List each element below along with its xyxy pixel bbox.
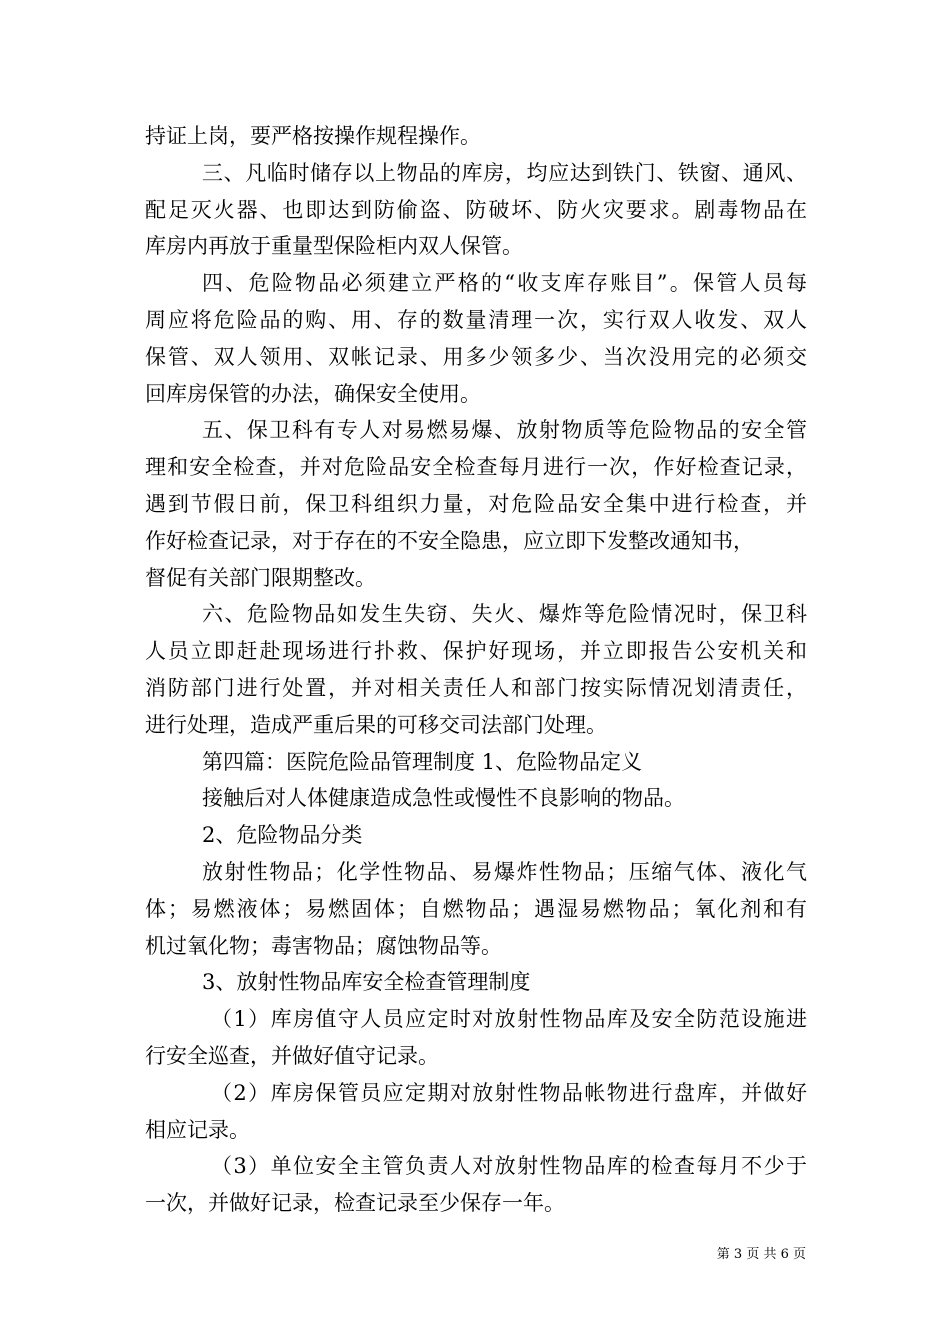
text-line: 保管、双人领用、双帐记录、用多少领多少、当次没用完的必须交 bbox=[145, 344, 807, 369]
text-line: 接触后对人体健康造成急性或慢性不良影响的物品。 bbox=[202, 786, 685, 811]
text-line: （1）库房值守人员应定时对放射性物品库及安全防范设施进 bbox=[211, 1007, 807, 1032]
document-body bbox=[145, 118, 807, 1222]
text-line: 持证上岗，要严格按操作规程操作。 bbox=[145, 124, 481, 148]
text-line: 进行处理，造成严重后果的可移交司法部门处理。 bbox=[145, 712, 607, 737]
text-line: 相应记录。 bbox=[145, 1117, 250, 1142]
text-line: 库房内再放于重量型保险柜内双人保管。 bbox=[145, 234, 523, 259]
text-line: 2、危险物品分类 bbox=[202, 823, 363, 848]
text-line: 第四篇：医院危险品管理制度 1、危险物品定义 bbox=[202, 749, 643, 774]
text-line: 四、危险物品必须建立严格的“收支库存账目”。保管人员每 bbox=[202, 271, 807, 296]
text-line: 行安全巡查，并做好值守记录。 bbox=[145, 1043, 439, 1068]
text-line: 六、危险物品如发生失窃、失火、爆炸等危险情况时，保卫科 bbox=[202, 602, 807, 627]
text-line: 五、保卫科有专人对易燃易爆、放射物质等危险物品的安全管 bbox=[202, 418, 807, 443]
text-line: 督促有关部门限期整改。 bbox=[145, 565, 376, 590]
text-line: 三、凡临时储存以上物品的库房，均应达到铁门、铁窗、通风、 bbox=[202, 160, 807, 185]
text-line: 一次，并做好记录，检查记录至少保存一年。 bbox=[145, 1191, 565, 1216]
text-line: 作好检查记录，对于存在的不安全隐患，应立即下发整改通知书， bbox=[145, 528, 754, 553]
text-line: （2）库房保管员应定期对放射性物品帐物进行盘库，并做好 bbox=[211, 1080, 807, 1105]
text-line: （3）单位安全主管负责人对放射性物品库的检查每月不少于 bbox=[211, 1154, 807, 1179]
text-line: 放射性物品；化学性物品、易爆炸性物品；压缩气体、液化气 bbox=[202, 859, 807, 884]
page-number-footer: 第 3 页 共 6 页 bbox=[716, 1247, 806, 1262]
text-line: 配足灭火器、也即达到防偷盗、防破坏、防火灾要求。剧毒物品在 bbox=[145, 197, 807, 222]
text-line: 机过氧化物；毒害物品；腐蚀物品等。 bbox=[145, 933, 502, 958]
text-line: 人员立即赶赴现场进行扑救、保护好现场，并立即报告公安机关和 bbox=[145, 639, 807, 664]
text-line: 理和安全检查，并对危险品安全检查每月进行一次，作好检查记录， bbox=[145, 455, 807, 480]
text-line: 3、放射性物品库安全检查管理制度 bbox=[202, 970, 531, 995]
text-line: 体；易燃液体；易燃固体；自燃物品；遇湿易燃物品；氧化剂和有 bbox=[145, 896, 807, 921]
text-line: 消防部门进行处置，并对相关责任人和部门按实际情况划清责任， bbox=[145, 675, 807, 700]
text-line: 周应将危险品的购、用、存的数量清理一次，实行双人收发、双人 bbox=[145, 307, 807, 332]
text-line: 遇到节假日前，保卫科组织力量，对危险品安全集中进行检查，并 bbox=[145, 491, 807, 516]
text-line: 回库房保管的办法，确保安全使用。 bbox=[145, 381, 481, 406]
